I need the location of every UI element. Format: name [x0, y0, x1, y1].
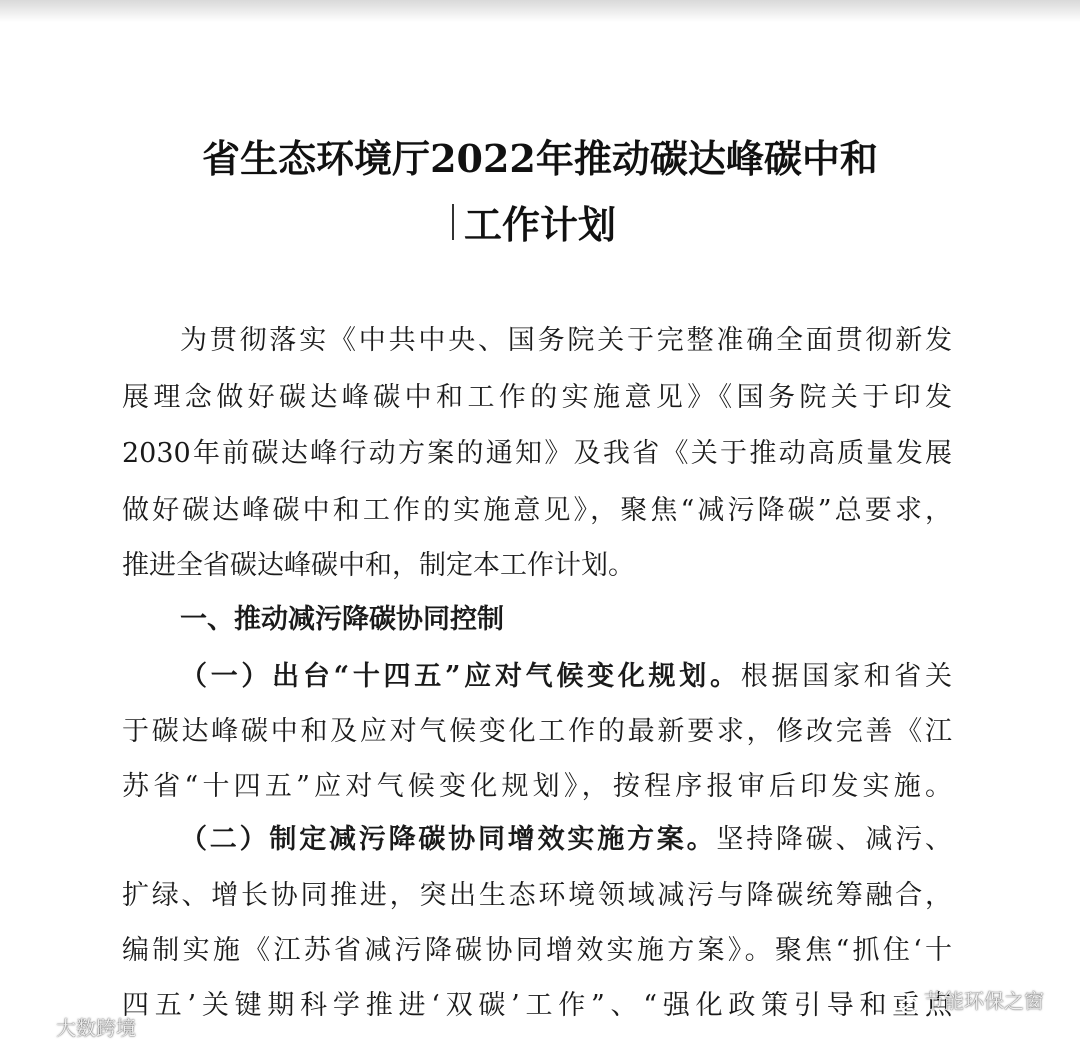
intro-line-1: 为贯彻落实《中共中央、国务院关于完整准确全面贯彻新发 [180, 325, 952, 356]
item2-title: （二）制定减污降碳协同增效实施方案。 [180, 824, 717, 855]
intro-line-3: 2030年前碳达峰行动方案的通知》及我省《关于推动高质量发展 [122, 438, 952, 469]
item1-line-3: 苏省“十四五”应对气候变化规划》，按程序报审后印发实施。 [122, 771, 952, 802]
intro-line-2: 展理念做好碳达峰碳中和工作的实施意见》《国务院关于印发 [122, 382, 952, 413]
watermark-left [8, 1012, 136, 1041]
intro-line-5: 推进全省碳达峰碳中和，制定本工作计划。 [122, 550, 635, 581]
document-title-line2: 工作计划 [463, 202, 616, 247]
item1-line-2: 于碳达峰碳中和及应对气候变化工作的最新要求，修改完善《江 [122, 716, 952, 747]
item2-line-4: 四五’关键期科学推进‘双碳’工作”、“强化政策引导和重点 [122, 990, 952, 1021]
watermark-left-text: 大数跨境 [56, 1016, 136, 1040]
watermark-right-text: 节能环保之窗 [924, 989, 1044, 1013]
item1-title: （一）出台“十四五”应对气候变化规划。 [180, 661, 741, 692]
item2-line-2: 扩绿、增长协同推进，突出生态环境领域减污与降碳统筹融合， [122, 880, 952, 911]
document-title-line1: 省生态环境厅2022年推动碳达峰碳中和 [202, 136, 878, 181]
watermark-logo-icon [8, 1019, 52, 1041]
top-shadow [0, 0, 1080, 22]
item2-text: 坚持降碳、减污、 [716, 824, 953, 855]
item2-first-line [180, 820, 952, 860]
item1-text: 根据国家和省关 [740, 661, 953, 692]
watermark-right [888, 985, 1044, 1016]
section-heading: 一、推动减污降碳协同控制 [180, 604, 504, 635]
item2-line-3: 编制实施《江苏省减污降碳协同增效实施方案》。聚焦“抓住‘十 [122, 935, 952, 966]
item1-first-line [180, 657, 952, 697]
intro-line-4: 做好碳达峰碳中和工作的实施意见》，聚焦“减污降碳”总要求， [122, 495, 952, 526]
wechat-icon [888, 990, 920, 1016]
